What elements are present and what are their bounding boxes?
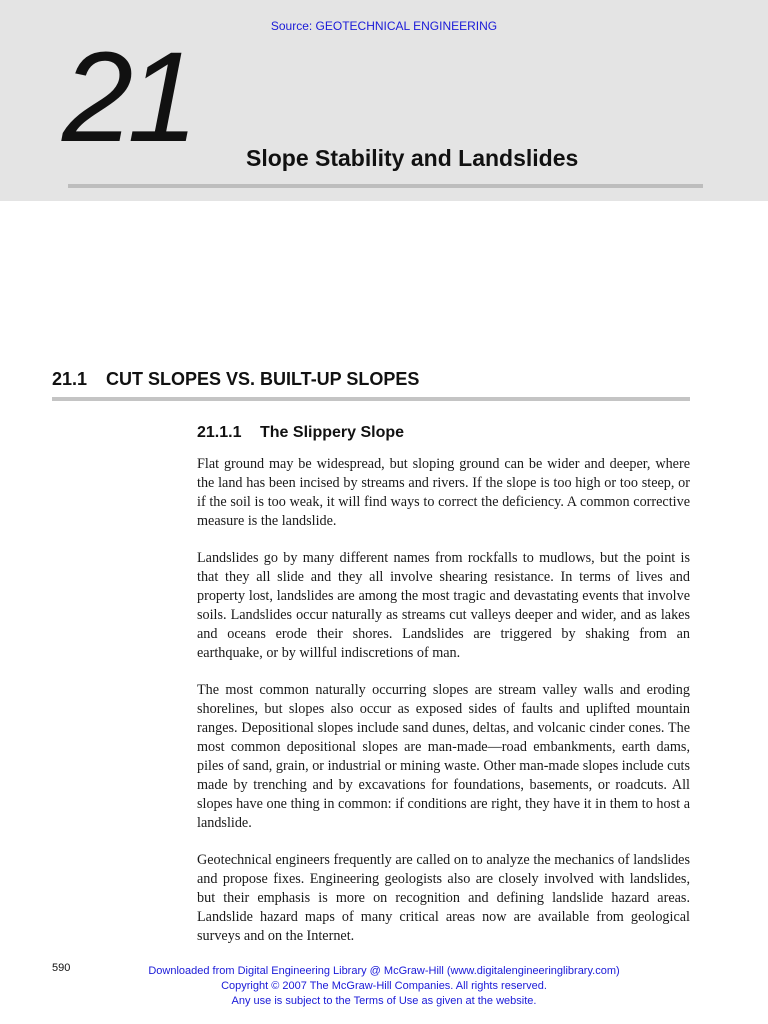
footer-copyright[interactable]: Copyright © 2007 The McGraw-Hill Companies. All rights reserved. — [221, 980, 547, 992]
page-number: 590 — [52, 962, 71, 974]
section-number: 21.1 — [52, 369, 88, 389]
footer — [0, 964, 768, 1009]
section-title: CUT SLOPES VS. BUILT-UP SLOPES — [106, 369, 420, 389]
source-line[interactable]: Source: GEOTECHNICAL ENGINEERING — [270, 19, 498, 33]
paragraph: Landslides go by many different names from rockfalls to mudlows, but the point is that they all slide and they all involve shearing resistance. In terms of lives and property lost, landslides are among the most tragic and devastating events that involve soils. Landslides occur naturally as streams cut valleys deeper and wider, and as lakes and oceans erode their shores. Landslides are triggered by shaking from an earthquake, or by willful indiscretions of man. — [197, 550, 690, 661]
subsection-title: The Slippery Slope — [260, 424, 405, 441]
section-rule — [52, 397, 690, 401]
paragraph: Geotechnical engineers frequently are called on to analyze the mechanics of landslides and propose fixes. Engineering geologists also are closely involved with landslides, but their emphasis is more on recognition and defining landslide hazard areas. Landslide hazard maps of many critical areas now are available from geological surveys and on the Internet. — [197, 852, 690, 944]
chapter-title: Slope Stability and Landslides — [246, 145, 579, 171]
body-text — [197, 455, 690, 964]
paragraph: The most common naturally occurring slopes are stream valley walls and eroding shorelines, but slopes also occur as exposed sides of faults and uplifted mountain ranges. Depositional slopes include sand dunes, deltas, and volcanic cinder cones. The most common depositional slopes are man-made—road embankments, earth dams, piles of sand, grain, or industrial or mining waste. Other man-made slopes include cuts made by trenching and by excavations for foundations, basements, or roadcuts. All slopes have one thing in common: if conditions are right, they have it in them to host a landslide. — [197, 682, 690, 831]
paragraph: Flat ground may be widespread, but sloping ground can be wider and deeper, where the land has been incised by streams and rivers. If the slope is too high or too steep, or if the soil is too weak, it will find ways to correct the deficiency. A common corrective measure is the landslide. — [197, 456, 690, 529]
footer-download-link[interactable]: Downloaded from Digital Engineering Library @ McGraw-Hill (www.digitalengineeringlibrary.com) — [148, 965, 620, 977]
subsection-heading — [197, 424, 404, 442]
subsection-number: 21.1.1 — [197, 424, 242, 441]
footer-terms[interactable]: Any use is subject to the Terms of Use as given at the website. — [231, 995, 537, 1007]
chapter-header-rule — [68, 184, 703, 188]
chapter-number: 21 — [62, 26, 193, 169]
section-heading — [52, 369, 419, 390]
